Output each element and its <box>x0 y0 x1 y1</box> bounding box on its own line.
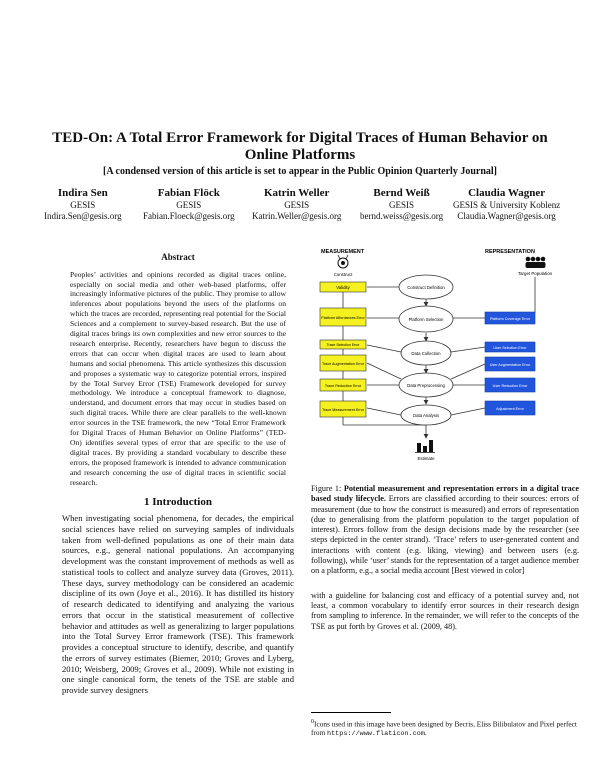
paper-subtitle: [A condensed version of this article is set to appear in the Public Opinion Quarterly Journal] <box>103 166 497 177</box>
section-heading-introduction: 1 Introduction <box>144 495 212 508</box>
figure-1 <box>311 246 579 482</box>
author-affiliation: GESIS <box>70 200 96 210</box>
representation-error-box: Platform Coverage Error <box>490 317 530 321</box>
construct-label: Construct <box>333 272 353 277</box>
introduction-text: When investigating social phenomena, for decades, the empirical social sciences have relied on surveying samples of individuals taken from well-defined populations as one of their main data sources, e.g., general national populations. An accompanying development was the constant improvement of methods as well as statistical tools to collect and analyze survey data (Groves, 2011). These days, survey methodology can be considered an academic discipline of its own (Joye et al., 2016). It has distilled its history of research dedicated to identifying and analyzing the various errors that occur in the statistical measurement of collective behavior and attitudes as well as generalizing to larger populations into the Total Survey Error framework (TSE). This framework provides a conceptual structure to identify, describe, and quantify the errors of survey estimates (Biemer, 2010; Groves and Lyberg, 2010; Weisberg, 2009; Groves et al., 2009). While not existing in one single canonical form, the tenets of the TSE are stable and provide survey designers <box>62 513 294 696</box>
process-step: Data Preprocessing <box>407 383 445 388</box>
representation-error-box: User Augmentation Error <box>489 363 531 367</box>
representation-error-box: User Selection Error <box>493 346 527 350</box>
author <box>252 186 341 222</box>
right-column <box>311 246 579 632</box>
author-affiliation: GESIS <box>389 200 415 210</box>
abstract-heading: Abstract <box>161 252 195 262</box>
author-name: Fabian Flöck <box>157 187 220 199</box>
process-step: Platform Selection <box>408 317 444 322</box>
author-name: Claudia Wagner <box>468 187 546 199</box>
process-step: Data Collection <box>411 351 441 356</box>
figure-caption <box>311 484 579 577</box>
caption-body: Errors are classified according to their sources: errors of measurement (due to how the construct is measured) and errors of representation (due to generalising from the platform population to the target population of interest). Errors follow from the design decisions made by the researcher (see steps depicted in the center strand). ‘Trace’ refers to user-generated content and interactions with content (e.g. liking, viewing) and between users (e.g. following), while ‘user’ stands for the representation of a target audience member on a platform, e.g., a social media account [Best viewed in color] <box>311 494 579 576</box>
footnote-end: . <box>424 728 427 738</box>
author-email: Katrin.Weller@gesis.org <box>252 211 342 221</box>
continuation-text: with a guideline for balancing cost and efficacy of a potential survey and, not least, a common vocabulary to identify error sources in their research design from sampling to inference. In the remainder, we will refer to the concepts of the TSE as put forth by Groves et al. (2009, 48). <box>311 590 579 631</box>
construct-icon <box>338 255 348 268</box>
paper-title <box>40 130 560 164</box>
measurement-error-box: Trace Selection Error <box>326 343 360 347</box>
measurement-error-box: Trace Reduction Error <box>324 384 362 388</box>
estimate-icon <box>415 440 435 453</box>
footnote-rule <box>311 712 391 713</box>
abstract-text: Peoples’ activities and opinions recorded as digital traces online, especially on social media and other web-based platforms, offer increasingly informative pictures of the public. They promise to allow inferences about populations beyond the users of the platforms on which the traces are recorded, representing real potential for the Social Sciences and a complement to survey-based research. But the use of digital traces brings its own complexities and new error sources to the research enterprise. Recently, researchers have begun to discuss the errors that can occur when digital traces are used to learn about humans and social phenomena. This article synthesizes this discussion and proposes a systematic way to categorize potential errors, inspired by the Total Survey Error (TSE) Framework developed for survey methodology. We introduce a conceptual framework to diagnose, understand, and document errors that may occur in studies based on such digital traces. While there are clear parallels to the well-known error sources in the TSE framework, the new “Total Error Framework for Digital Traces of Human Behavior on Online Platforms” (TED-On) identifies several types of error that are specific to the use of digital traces. By providing a standard vocabulary to describe these errors, the proposed framework is intended to advance communication and research concerning the use of digital traces in scientific social research. <box>70 269 286 487</box>
process-step: Construct Definition <box>407 285 445 290</box>
author-email: bernd.weiss@gesis.org <box>360 211 444 221</box>
author <box>143 186 235 222</box>
author <box>44 186 122 222</box>
title-line-1: TED-On: A Total Error Framework for Digital Traces of Human Behavior on <box>52 130 548 146</box>
author-email: Claudia.Wagner@gesis.org <box>457 211 556 221</box>
author-name: Indira Sen <box>57 187 108 199</box>
author-name: Katrin Weller <box>263 187 330 199</box>
author <box>360 186 443 222</box>
footnote <box>311 718 579 739</box>
caption-title: Potential measurement and representation errors in a digital trace based study lifecycle. <box>311 484 579 504</box>
caption-label: Figure 1: <box>311 484 342 493</box>
author-email: Fabian.Floeck@gesis.org <box>143 211 235 221</box>
target-population-icon <box>526 257 546 268</box>
author-email: Indira.Sen@gesis.org <box>44 211 122 221</box>
process-step: Data Analysis <box>412 413 440 418</box>
footnote-url[interactable]: https://www.flaticon.com <box>327 730 425 739</box>
author <box>453 186 560 222</box>
author-name: Bernd Weiß <box>373 187 430 199</box>
measurement-error-box: Platform Affordances Error <box>321 316 365 320</box>
target-population-label: Target Population <box>517 271 553 276</box>
representation-label: REPRESENTATION <box>485 249 535 255</box>
validity-box: Validity <box>336 285 350 290</box>
footnote-text: Icons used in this image have been designed by Becris, Eliss Bilibulatov and Pixel perfect from <box>311 719 577 738</box>
estimate-label: Estimate <box>417 456 435 461</box>
title-line-2: Online Platforms <box>244 147 356 163</box>
representation-error-box: User Reduction Error <box>492 384 528 388</box>
author-affiliation: GESIS <box>284 200 310 210</box>
error-framework-diagram <box>311 246 579 482</box>
left-column <box>62 252 294 696</box>
measurement-error-box: Trace Measurement Error <box>321 408 365 412</box>
footnote-marker: 0 <box>311 719 315 725</box>
representation-error-box: Adjustment Error <box>496 407 524 411</box>
author-affiliation: GESIS & University Koblenz <box>453 200 561 210</box>
author-affiliation: GESIS <box>176 200 202 210</box>
measurement-error-box: Trace Augmentation Error <box>321 362 365 366</box>
measurement-label: MEASUREMENT <box>321 249 365 255</box>
